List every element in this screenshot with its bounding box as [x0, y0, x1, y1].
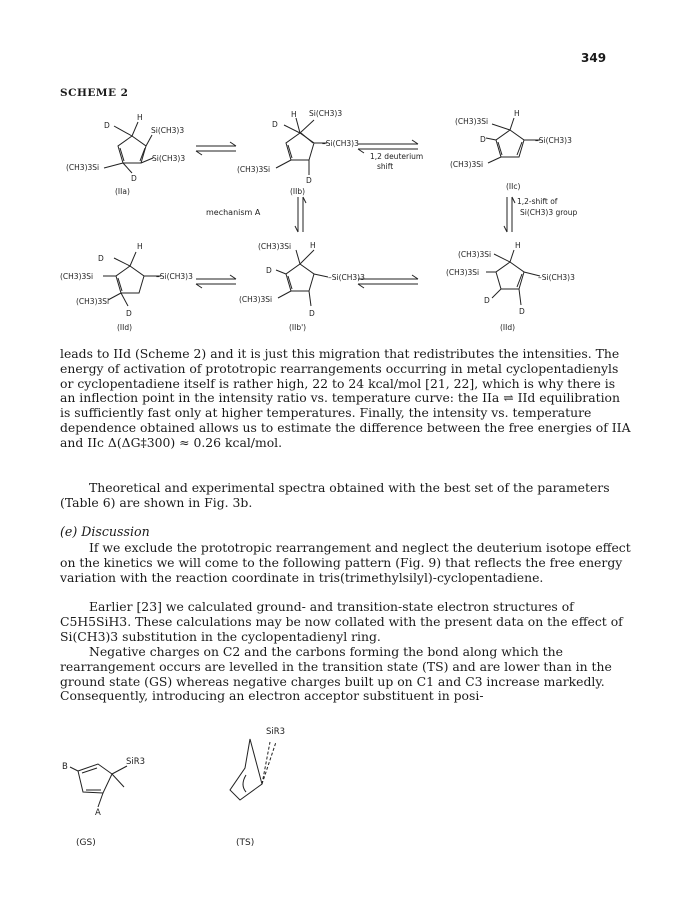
- gs-atom-A: A: [95, 808, 101, 818]
- ts-label: (TS): [236, 838, 255, 848]
- IIb-prime-H: H: [310, 241, 316, 250]
- IId-right-D-bottom: D: [519, 307, 525, 316]
- ts-SiR3-label: SiR3: [266, 727, 286, 737]
- IIb-prime-SiMe3-top: (CH3)3Si: [258, 242, 292, 251]
- deuterium-shift-label-2: shift: [377, 162, 394, 171]
- IIc-SiMe3-right: –Si(CH3)3: [535, 136, 572, 145]
- IIc-SiMe3-top: (CH3)3Si: [455, 117, 489, 126]
- IIb-H: H: [291, 110, 297, 119]
- IId-right-SiMe3-top: (CH3)3Si: [458, 250, 492, 259]
- body-paragraph-2: Theoretical and experimental spectra obtained with the best set of the parameters (Table 6) are shown in Fig. 3b.: [60, 480, 610, 510]
- body-paragraph-5: Negative charges on C2 and the carbons forming the bond along which the rearrangement occurs are levelled in the transition state (TS) and are lower than in the ground state (GS) whereas negative charges built up on C1 and C3 increase markedly. Consequently, introducing an electron acceptor substituent in posi-: [60, 644, 612, 704]
- IIa-label: (IIa): [115, 187, 130, 196]
- IIb-SiMe3-left: (CH3)3Si: [237, 165, 271, 174]
- body-paragraph-1: leads to IId (Scheme 2) and it is just this migration that redistributes the intensities. The energy of activation of prototropic rearrangements occurring in metal cyclopentadienyls or cyclopentadiene itself is rather high, 22 to 24 kcal/mol [21, 22], which is why there is an inflection point in the intensity ratio vs. temperature curve: the IIa ⇌ IId equilibration is sufficiently fast only at higher temperatures. Finally, the intensity vs. temperature dependence obtained allows us to estimate the difference between the free energies of IIA and IIc Δ(ΔG‡300) ≈ 0.26 kcal/mol.: [60, 346, 631, 450]
- IId-right-D-left: D: [484, 296, 490, 305]
- ring-IIc: [496, 130, 524, 157]
- IIb-D: D: [272, 120, 278, 129]
- IIb-prime-label: (IIb'): [289, 323, 307, 332]
- IIb-prime-D: D: [266, 266, 272, 275]
- scheme-title: SCHEME 2: [60, 87, 129, 99]
- IId-SiMe3-right: –Si(CH3)3: [156, 272, 193, 281]
- IIc-D: D: [480, 135, 486, 144]
- IIb-prime-SiMe3-right: –Si(CH3)3: [328, 273, 365, 282]
- IIa-D-top: D: [104, 121, 110, 130]
- mechanism-label: mechanism A: [206, 208, 261, 217]
- section-heading: (e) Discussion: [60, 524, 150, 539]
- deuterium-shift-label-1: 1,2 deuterium: [370, 152, 424, 161]
- IId-SiMe3-bottom: (CH3)3Si: [76, 297, 110, 306]
- IIa-H: H: [137, 113, 143, 122]
- ring-IIa: [118, 136, 146, 163]
- IId-right-SiMe3-right: –Si(CH3)3: [538, 273, 575, 282]
- IIa-SiMe3-left: (CH3)3Si: [66, 163, 100, 172]
- IIa-D-bottom: D: [131, 174, 137, 183]
- right-shift-label-1: 1,2-shift of: [517, 197, 558, 206]
- IIc-SiMe3-bottom: (CH3)3Si: [450, 160, 484, 169]
- ring-IId-left: [116, 266, 144, 293]
- ts-ring: [230, 739, 262, 800]
- IIb-SiMe3-right: –Si(CH3)3: [322, 139, 359, 148]
- IIc-H: H: [514, 109, 520, 118]
- IId-right-H: H: [515, 241, 521, 250]
- IId-D-top: D: [98, 254, 104, 263]
- IIb-prime-D-bottom: D: [309, 309, 315, 318]
- ring-IId-right: [496, 262, 524, 289]
- right-shift-label-2: Si(CH3)3 group: [520, 208, 578, 217]
- IIa-SiMe3-right: Si(CH3)3: [152, 154, 186, 163]
- IId-right-label: (IId): [500, 323, 516, 332]
- IIb-SiMe3-top: Si(CH3)3: [309, 109, 343, 118]
- ring-IIb-prime: [286, 264, 314, 291]
- page-number: 349: [581, 51, 607, 65]
- IIb-D-bottom: D: [306, 176, 312, 185]
- IIa-SiMe3-top: Si(CH3)3: [151, 126, 185, 135]
- IId-SiMe3-left: (CH3)3Si: [60, 272, 94, 281]
- ring-IIb: [286, 133, 314, 160]
- IIb-prime-SiMe3-bottom: (CH3)3Si: [239, 295, 273, 304]
- IIb-label: (IIb): [290, 187, 306, 196]
- IId-right-SiMe3-left: (CH3)3Si: [446, 268, 480, 277]
- gs-atom-B: B: [62, 762, 68, 772]
- gs-SiR3-label: SiR3: [126, 757, 146, 767]
- IIc-label: (IIc): [506, 182, 521, 191]
- gs-label: (GS): [76, 838, 96, 848]
- IId-label-left: (IId): [117, 323, 133, 332]
- IId-D-bottom: D: [126, 309, 132, 318]
- body-paragraph-4: Earlier [23] we calculated ground- and transition-state electron structures of C5H5SiH3. These calculations may be now collated with the present data on the effect of Si(CH3)3 substitution in the cyclopentadienyl ring.: [60, 599, 623, 644]
- IId-H: H: [137, 242, 143, 251]
- body-paragraph-3: If we exclude the prototropic rearrangement and neglect the deuterium isotope effect on the kinetics we will come to the following pattern (Fig. 9) that reflects the free energy variation with the reaction coordinate in tris(trimethylsilyl)-cyclopentadiene.: [60, 540, 631, 585]
